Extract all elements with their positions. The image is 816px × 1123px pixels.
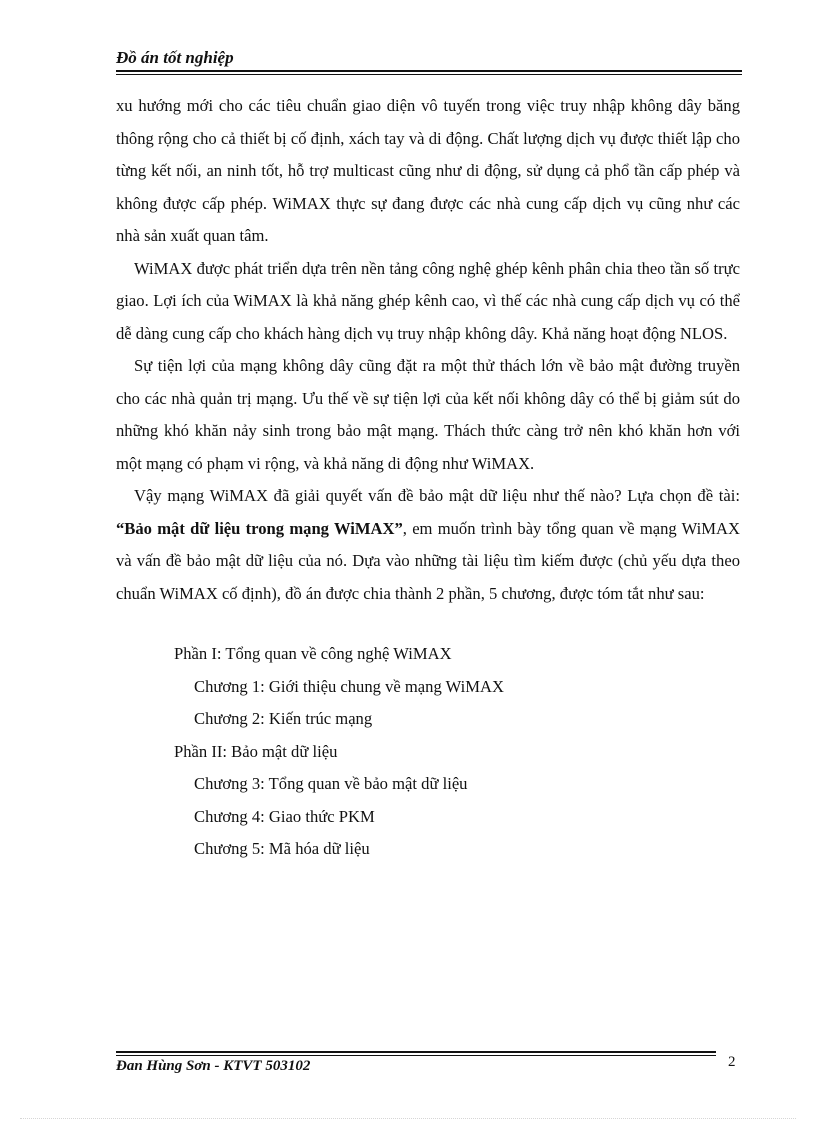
- paragraph-4: [116, 480, 740, 610]
- outline-chapter-1: Chương 1: Giới thiệu chung về mạng WiMAX: [194, 676, 504, 696]
- footer-author: Đan Hùng Sơn - KTVT 503102: [116, 1058, 311, 1074]
- outline-part-2: Phần II: Bảo mật dữ liệu: [174, 741, 338, 761]
- thesis-outline: [174, 638, 740, 866]
- paragraph-3: Sự tiện lợi của mạng không dây cũng đặt ra một thử thách lớn về bảo mật đường truyền cho các nhà quản trị mạng. Ưu thế về sự tiện lợi của kết nối không dây có thể bị giảm sút do những khó khăn nảy sinh trong bảo mật mạng. Thách thức càng trở nên khó khăn hơn với một mạng có phạm vi rộng, và khả năng di động như WiMAX.: [116, 356, 740, 473]
- body-text: [116, 90, 740, 866]
- header-title: Đồ án tốt nghiệp: [116, 48, 234, 67]
- outline-part-1: Phần I: Tổng quan về công nghệ WiMAX: [174, 644, 452, 663]
- outline-chapter-5: Chương 5: Mã hóa dữ liệu: [194, 839, 370, 858]
- page-number: 2: [728, 1054, 736, 1070]
- footer-rule: [116, 1051, 716, 1053]
- paragraph-4-lead: Vậy mạng WiMAX đã giải quyết vấn đề bảo mật dữ liệu như thế nào? Lựa chọn đề tài:: [134, 486, 740, 505]
- paragraph-2: WiMAX được phát triển dựa trên nền tảng công nghệ ghép kênh phân chia theo tần số trực giao. Lợi ích của WiMAX là khả năng ghép kênh cao, vì thế các nhà cung cấp dịch vụ có thể dễ dàng cung cấp cho khách hàng dịch vụ truy nhập không dây. Khả năng hoạt động NLOS.: [116, 258, 740, 343]
- header-rule: [116, 70, 742, 72]
- thesis-title: “Bảo mật dữ liệu trong mạng WiMAX”: [116, 518, 403, 538]
- page-edge-divider: [20, 1118, 796, 1119]
- footer-rule-thin: [116, 1055, 716, 1056]
- outline-chapter-3: Chương 3: Tổng quan về bảo mật dữ liệu: [194, 774, 468, 793]
- paragraph-4-rest: , em muốn trình bày tổng quan về mạng WiMAX và vấn đề bảo mật dữ liệu của nó. Dựa vào những tài liệu tìm kiếm được (chủ yếu dựa theo chuẩn WiMAX cố định), đồ án được chia thành 2 phần, 5 chương, được tóm tắt như sau:: [116, 518, 740, 603]
- outline-chapter-4: Chương 4: Giao thức PKM: [194, 806, 375, 826]
- paragraph-1: xu hướng mới cho các tiêu chuẩn giao diện vô tuyến trong việc truy nhập không dây băng thông rộng cho cả thiết bị cố định, xách tay và di động. Chất lượng dịch vụ được thiết lập cho từng kết nối, an ninh tốt, hỗ trợ multicast cũng như di động, sử dụng cả phổ tần cấp phép và không được cấp phép. WiMAX thực sự đang được các nhà cung cấp dịch vụ cũng như các nhà sản xuất quan tâm.: [116, 96, 740, 245]
- header-rule-thin: [116, 74, 742, 75]
- outline-chapter-2: Chương 2: Kiến trúc mạng: [194, 709, 373, 728]
